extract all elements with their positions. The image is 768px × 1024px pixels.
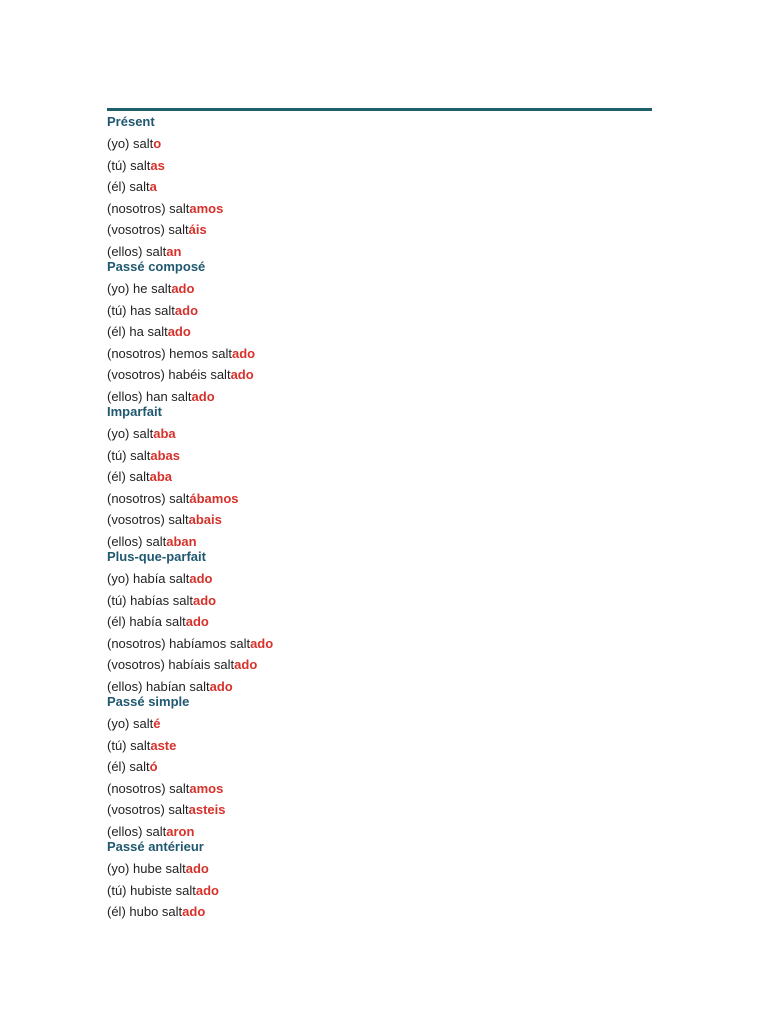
verb-ending: ado <box>195 882 219 898</box>
verb-stem: (vosotros) salt <box>107 222 189 237</box>
verb-ending: ado <box>230 367 254 382</box>
verb-stem: (él) había salt <box>107 614 186 629</box>
conjugation-row <box>107 802 652 818</box>
verb-ending: asteis <box>188 802 226 817</box>
conjugation-row <box>107 281 652 297</box>
verb-stem: (él) salt <box>107 469 150 484</box>
verb-stem: (ellos) salt <box>107 243 167 259</box>
conjugation-row <box>107 491 652 507</box>
conjugation-row <box>107 781 652 797</box>
verb-stem: (vosotros) salt <box>107 512 189 527</box>
verb-ending: ado <box>174 302 199 318</box>
conjugation-row <box>107 636 652 652</box>
verb-ending: aban <box>166 533 197 549</box>
verb-ending: o <box>153 136 162 151</box>
conjugation-row <box>107 346 652 362</box>
top-rule <box>107 108 652 111</box>
verb-ending: ado <box>167 324 191 339</box>
tense-section <box>107 694 652 839</box>
verb-stem: (yo) salt <box>107 716 154 731</box>
tense-heading: Présent <box>107 114 155 129</box>
conjugation-row <box>107 222 652 238</box>
verb-stem: (nosotros) salt <box>107 200 190 216</box>
verb-ending: a <box>149 179 157 194</box>
tense-section <box>107 404 652 549</box>
verb-ending: ado <box>193 592 217 608</box>
conjugation-row <box>107 738 652 754</box>
verb-ending: é <box>153 716 161 731</box>
conjugation-row <box>107 469 652 485</box>
verb-ending: aba <box>149 469 173 484</box>
tense-section <box>107 549 652 694</box>
verb-ending: aste <box>150 737 177 753</box>
verb-ending: ado <box>191 388 215 404</box>
tense-heading: Imparfait <box>107 404 162 419</box>
conjugation-row <box>107 512 652 528</box>
verb-stem: (tú) salt <box>107 447 151 463</box>
verb-stem: (tú) has salt <box>107 302 175 318</box>
verb-ending: ado <box>182 904 206 919</box>
conjugation-row <box>107 571 652 587</box>
verb-stem: (nosotros) hemos salt <box>107 345 232 361</box>
verb-stem: (vosotros) habíais salt <box>107 657 235 672</box>
verb-stem: (él) ha salt <box>107 324 168 339</box>
verb-ending: ado <box>171 281 195 296</box>
verb-stem: (yo) hube salt <box>107 861 186 876</box>
conjugation-row <box>107 716 652 732</box>
conjugation-row <box>107 759 652 775</box>
verb-ending: ado <box>209 678 233 694</box>
conjugation-row <box>107 448 652 464</box>
verb-stem: (tú) hubiste salt <box>107 882 196 898</box>
verb-ending: amos <box>189 780 224 796</box>
verb-stem: (tú) salt <box>107 737 151 753</box>
conjugation-row <box>107 904 652 920</box>
verb-stem: (yo) salt <box>107 426 154 441</box>
verb-stem: (ellos) han salt <box>107 388 192 404</box>
verb-stem: (él) salt <box>107 759 150 774</box>
verb-ending: ado <box>189 571 213 586</box>
tense-heading: Plus-que-parfait <box>107 549 206 564</box>
verb-ending: áis <box>188 222 207 237</box>
verb-stem: (yo) salt <box>107 136 154 151</box>
tense-heading: Passé composé <box>107 259 206 274</box>
verb-stem: (vosotros) habéis salt <box>107 367 231 382</box>
conjugation-row <box>107 158 652 174</box>
tense-section <box>107 114 652 259</box>
verb-ending: abais <box>188 512 222 527</box>
verb-ending: ábamos <box>189 490 239 506</box>
verb-ending: aba <box>153 426 176 441</box>
tense-section <box>107 839 652 920</box>
conjugation-row <box>107 303 652 319</box>
verb-stem: (él) salt <box>107 179 150 194</box>
verb-ending: ado <box>250 635 274 651</box>
tense-section <box>107 259 652 404</box>
conjugation-row <box>107 614 652 630</box>
verb-ending: amos <box>189 200 224 216</box>
verb-ending: an <box>166 243 182 259</box>
verb-ending: as <box>150 157 165 173</box>
verb-stem: (ellos) habían salt <box>107 678 210 694</box>
conjugation-row <box>107 534 652 550</box>
verb-ending: aron <box>166 823 195 839</box>
verb-ending: ado <box>185 614 209 629</box>
verb-stem: (yo) había salt <box>107 571 190 586</box>
verb-stem: (tú) salt <box>107 157 151 173</box>
conjugation-row <box>107 324 652 340</box>
conjugation-row <box>107 244 652 260</box>
conjugation-row <box>107 824 652 840</box>
verb-stem: (nosotros) habíamos salt <box>107 635 251 651</box>
conjugation-row <box>107 389 652 405</box>
verb-stem: (nosotros) salt <box>107 490 190 506</box>
tense-heading: Passé simple <box>107 694 190 709</box>
conjugation-page <box>107 108 652 920</box>
conjugation-row <box>107 201 652 217</box>
verb-stem: (tú) habías salt <box>107 592 193 608</box>
verb-ending: ó <box>149 759 158 774</box>
conjugation-row <box>107 861 652 877</box>
verb-ending: ado <box>185 861 209 876</box>
verb-ending: abas <box>150 447 180 463</box>
verb-ending: ado <box>234 657 258 672</box>
verb-stem: (vosotros) salt <box>107 802 189 817</box>
verb-stem: (ellos) salt <box>107 533 167 549</box>
conjugation-row <box>107 593 652 609</box>
tense-heading: Passé antérieur <box>107 839 204 854</box>
tense-list <box>107 114 652 920</box>
verb-stem: (nosotros) salt <box>107 780 190 796</box>
verb-stem: (yo) he salt <box>107 281 172 296</box>
conjugation-row <box>107 883 652 899</box>
verb-stem: (ellos) salt <box>107 823 167 839</box>
conjugation-row <box>107 657 652 673</box>
conjugation-row <box>107 367 652 383</box>
conjugation-row <box>107 426 652 442</box>
conjugation-row <box>107 179 652 195</box>
conjugation-row <box>107 136 652 152</box>
verb-stem: (él) hubo salt <box>107 904 183 919</box>
verb-ending: ado <box>232 345 256 361</box>
conjugation-row <box>107 679 652 695</box>
